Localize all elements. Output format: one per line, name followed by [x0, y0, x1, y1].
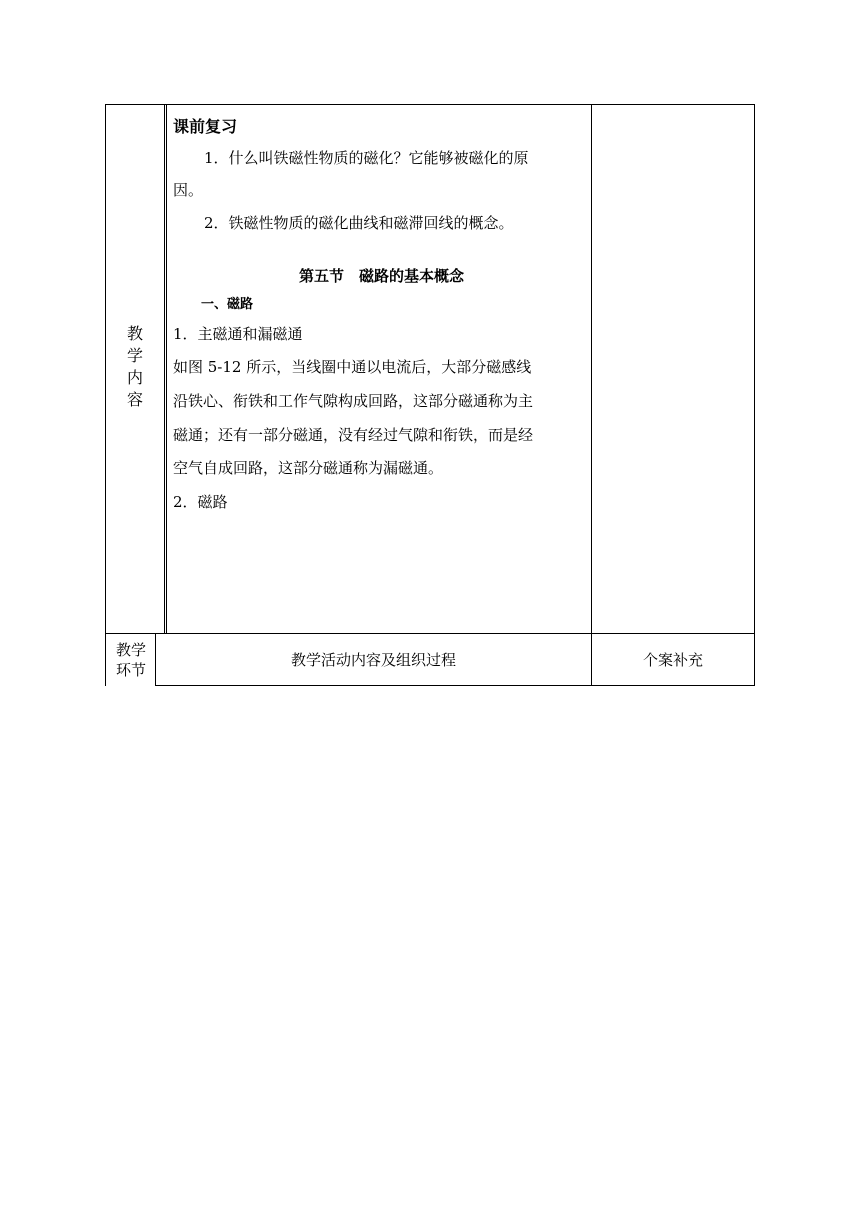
sub-heading: 一、磁路 — [201, 297, 254, 312]
supplement-column-divider — [591, 104, 592, 686]
table-row-divider — [105, 633, 755, 634]
item-2-title: 2．磁路 — [173, 493, 228, 511]
footer-supplement-header: 个案补充 — [642, 651, 703, 669]
paragraph-line: 沿铁心、衔铁和工作气隙构成回路，这部分磁通称为主 — [173, 392, 534, 410]
footer-activity-header: 教学活动内容及组织过程 — [290, 651, 456, 669]
teaching-content-label — [120, 323, 150, 411]
label-column-divider-double — [166, 104, 167, 633]
footer-label — [108, 640, 154, 680]
table-right-border — [754, 104, 755, 686]
item-1-title: 1．主磁通和漏磁通 — [173, 325, 303, 343]
paragraph-line: 空气自成回路，这部分磁通称为漏磁通。 — [173, 459, 444, 477]
section-title: 第五节 磁路的基本概念 — [299, 267, 465, 285]
table-top-border — [105, 104, 755, 105]
review-question-1: 1．什么叫铁磁性物质的磁化？它能够被磁化的原 — [204, 149, 529, 167]
paragraph-line: 磁通；还有一部分磁通，没有经过气隙和衔铁，而是经 — [173, 426, 534, 444]
label-char: 学 — [126, 346, 143, 365]
paragraph-line: 如图 5-12 所示，当线圈中通以电流后，大部分磁感线 — [173, 358, 532, 376]
review-question-2: 2．铁磁性物质的磁化曲线和磁滞回线的概念。 — [204, 214, 514, 232]
label-char: 内 — [126, 368, 143, 387]
table-left-border — [105, 104, 106, 686]
label-column-divider — [164, 104, 165, 633]
label-char: 教 — [126, 324, 143, 343]
footer-label-line: 教学 — [115, 641, 146, 659]
review-heading: 课前复习 — [173, 117, 238, 136]
label-char: 容 — [126, 390, 143, 409]
footer-label-line: 环节 — [115, 661, 146, 679]
review-question-1-cont: 因。 — [173, 181, 204, 199]
table-bottom-border — [155, 685, 755, 686]
